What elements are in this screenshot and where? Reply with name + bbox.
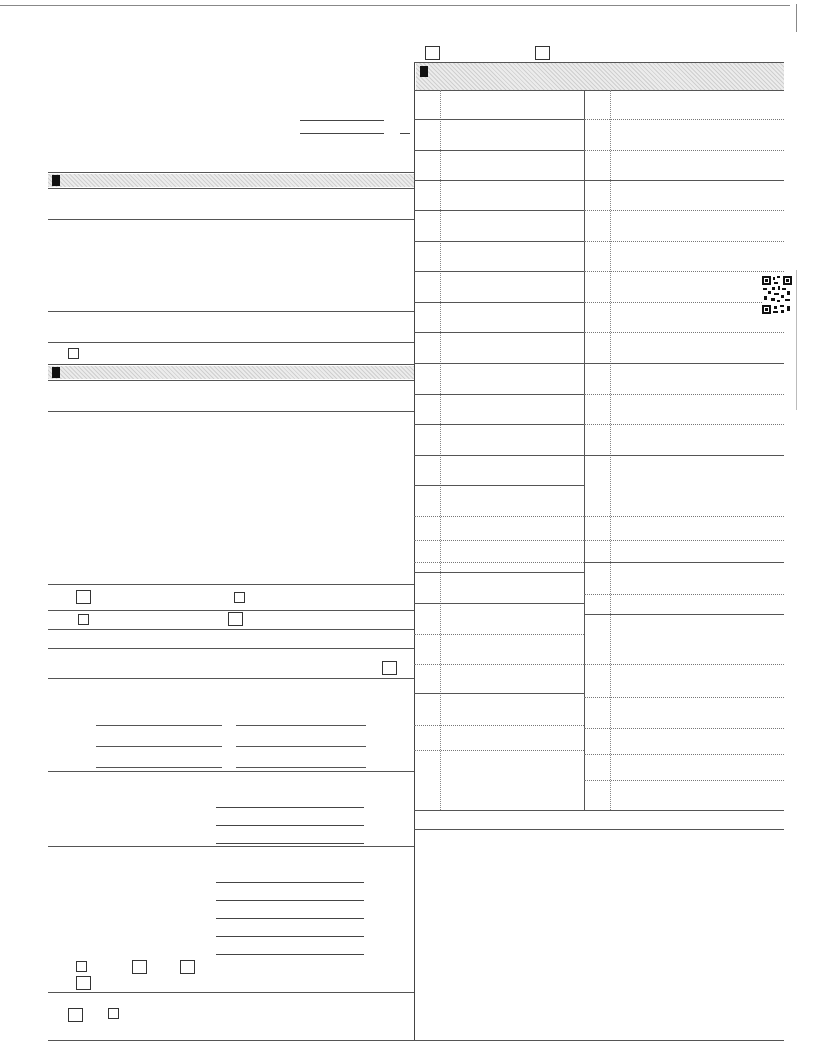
rule-i1 <box>48 648 414 649</box>
dotted-16d <box>584 302 784 303</box>
rule-h <box>48 629 414 630</box>
rule-6b <box>414 302 584 303</box>
final-k1-checkbox[interactable] <box>425 46 440 60</box>
dotted-15b <box>584 150 784 151</box>
year-ending-field[interactable] <box>300 121 384 134</box>
rule-k <box>48 846 414 847</box>
dotted-13b <box>414 664 584 665</box>
rule-18 <box>584 562 784 563</box>
other-explain-checkbox[interactable] <box>76 976 91 990</box>
year-beginning-field[interactable] <box>300 108 384 121</box>
part1-top-rule <box>48 172 414 173</box>
domestic-partner-checkbox[interactable] <box>78 614 89 625</box>
rule-g <box>48 610 414 611</box>
dotted-18b <box>584 540 784 541</box>
l-underline <box>216 882 364 883</box>
dotted-17a <box>584 394 784 395</box>
part3-header-bar <box>416 63 784 90</box>
j-underline <box>236 767 366 768</box>
dotted-14a <box>414 725 584 726</box>
rule-e <box>48 411 414 412</box>
footer-rule <box>48 1040 784 1041</box>
section-704b-checkbox[interactable] <box>180 960 195 974</box>
part2-bottom-rule <box>48 380 414 381</box>
part1-header-bar <box>48 174 414 187</box>
rule-13 <box>414 693 584 694</box>
j-underline <box>96 767 222 768</box>
rule-17 <box>584 455 784 456</box>
dotted-11a <box>414 516 584 517</box>
year-ending-suffix-field[interactable] <box>400 121 410 134</box>
dotted-20a <box>584 664 784 665</box>
rule-c <box>48 342 414 343</box>
rule-7 <box>414 332 584 333</box>
recourse-field[interactable] <box>216 831 364 844</box>
rule-19 <box>584 614 784 615</box>
amended-k1-checkbox[interactable] <box>535 46 550 60</box>
foreign-partner-checkbox[interactable] <box>228 612 243 626</box>
rule-1 <box>414 119 584 120</box>
dotted-17b <box>584 424 784 425</box>
limited-partner-checkbox[interactable] <box>234 592 245 603</box>
rule-16 <box>584 363 784 364</box>
dotted-20b <box>584 697 784 698</box>
dotted-11b <box>414 540 584 541</box>
rule-9a <box>414 394 584 395</box>
rule-8 <box>414 363 584 364</box>
dotted-13a <box>414 634 584 635</box>
l-underline <box>216 900 364 901</box>
gaap-checkbox[interactable] <box>132 960 147 974</box>
l-underline <box>216 954 364 955</box>
rule-6a <box>414 271 584 272</box>
m-yes-checkbox[interactable] <box>68 1008 83 1022</box>
j-underline <box>236 725 366 726</box>
nonrecourse-field[interactable] <box>216 795 364 808</box>
rule-4 <box>414 210 584 211</box>
dotted-16b <box>584 241 784 242</box>
column-divider <box>584 90 585 810</box>
rule-11 <box>414 572 584 573</box>
general-partner-checkbox[interactable] <box>76 590 91 604</box>
barcode-2d <box>762 276 792 314</box>
rule-15 <box>584 180 784 181</box>
part3-label <box>420 66 428 77</box>
rule-f <box>48 584 414 585</box>
rule-2 <box>414 150 584 151</box>
dotted-16c <box>584 271 784 272</box>
rule-3 <box>414 180 584 181</box>
j-underline <box>236 746 366 747</box>
part2-label <box>52 367 60 378</box>
dotted-20d <box>584 754 784 755</box>
rule-statement-top <box>414 810 784 811</box>
part3-bottom-rule <box>414 90 784 91</box>
rule-b <box>48 311 414 312</box>
scan-edge-mark <box>796 4 797 32</box>
rule-a <box>48 219 414 220</box>
dotted-15a <box>584 119 784 120</box>
rule-5 <box>414 241 584 242</box>
ptp-checkbox[interactable] <box>68 348 79 359</box>
scan-edge-line <box>0 5 790 6</box>
j-underline <box>96 725 222 726</box>
rule-d <box>48 364 414 365</box>
rule-9b <box>414 424 584 425</box>
rule-statement-bottom <box>414 829 784 830</box>
part1-label <box>52 175 60 186</box>
m-no-checkbox[interactable] <box>108 1008 119 1019</box>
dotted-16a <box>584 210 784 211</box>
rule-9c <box>414 455 584 456</box>
dotted-20e <box>584 780 784 781</box>
dotted-14b <box>414 750 584 751</box>
dotted-11c <box>414 562 584 563</box>
part2-header-bar <box>48 366 414 379</box>
rule-j <box>48 771 414 772</box>
j-underline <box>96 746 222 747</box>
center-divider <box>414 62 415 1040</box>
dotted-19a <box>584 594 784 595</box>
rule-12 <box>414 603 584 604</box>
retirement-plan-checkbox[interactable] <box>382 661 397 675</box>
code-divider <box>610 90 611 810</box>
tax-basis-checkbox[interactable] <box>76 961 87 972</box>
rule-i2 <box>48 678 414 679</box>
l-underline <box>216 936 364 937</box>
rule-l <box>48 992 414 993</box>
rule-10 <box>414 485 584 486</box>
qualified-nonrecourse-field[interactable] <box>216 813 364 826</box>
code-divider-left <box>440 90 441 810</box>
part1-bottom-rule <box>48 188 414 189</box>
dotted-18a <box>584 516 784 517</box>
scan-edge-mark-2 <box>796 270 797 410</box>
l-underline <box>216 918 364 919</box>
dotted-16e <box>584 332 784 333</box>
dotted-20c <box>584 728 784 729</box>
